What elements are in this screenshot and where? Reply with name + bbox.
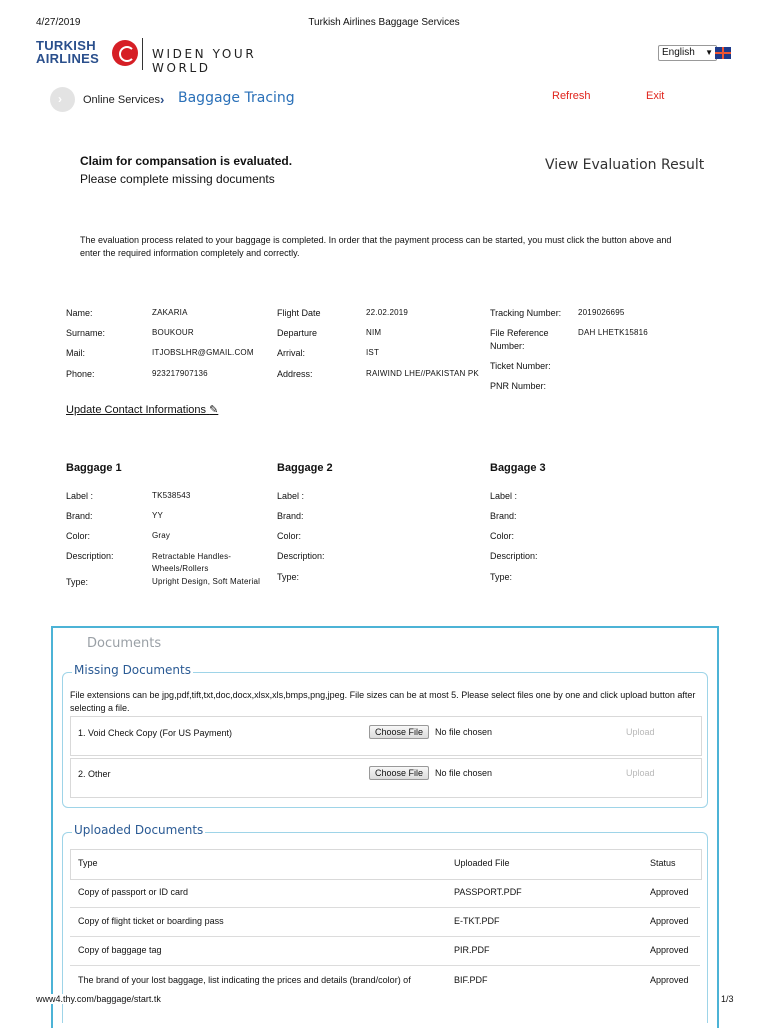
bird-logo-icon: [112, 40, 138, 66]
logo-divider: [142, 38, 143, 70]
address-value: RAIWIND LHE//PAKISTAN PK: [366, 369, 479, 378]
file-requirements-note: File extensions can be jpg,pdf,tift,txt,doc,docx,xlsx,xls,bmps,png,jpeg. File sizes can be at most 5. Please select files one by one and click upload button after selecting a file.: [70, 690, 696, 713]
print-url: www4.thy.com/baggage/start.tk: [36, 994, 165, 1004]
breadcrumb-current: Baggage Tracing: [178, 90, 295, 106]
baggage-1-color-key: Color:: [66, 531, 91, 541]
file-reference-label: File Reference Number:: [490, 328, 549, 351]
surname-label: Surname:: [66, 328, 106, 338]
ticket-number-label: Ticket Number:: [490, 361, 551, 371]
baggage-1-label-key: Label :: [66, 491, 94, 501]
baggage-1-brand-key: Brand:: [66, 511, 93, 521]
uploaded-doc-file[interactable]: BIF.PDF: [454, 975, 488, 985]
row-divider: [70, 936, 700, 937]
baggage-3-description-key: Description:: [490, 551, 538, 561]
baggage-3-type-key: Type:: [490, 572, 513, 582]
baggage-1-color-value: Gray: [152, 531, 171, 540]
pnr-number-label: PNR Number:: [490, 381, 547, 391]
exit-link[interactable]: Exit: [646, 90, 665, 102]
uploaded-table-header: [70, 849, 702, 880]
uploaded-doc-type: Copy of baggage tag: [78, 945, 162, 955]
baggage-3-brand-key: Brand:: [490, 511, 517, 521]
baggage-2-color-key: Color:: [277, 531, 302, 541]
baggage-3-label-key: Label :: [490, 491, 518, 501]
uploaded-documents-legend: Uploaded Documents: [74, 823, 204, 837]
choose-file-button[interactable]: Choose File: [369, 766, 429, 780]
arrival-value: IST: [366, 348, 380, 357]
row-divider: [70, 907, 700, 908]
evaluation-notice: The evaluation process related to your baggage is completed. In order that the payment process can be started, you must click the button above and enter the required information completely and correctly.: [80, 235, 672, 258]
uploaded-doc-type: Copy of flight ticket or boarding pass: [78, 916, 224, 926]
uploaded-doc-type: Copy of passport or ID card: [78, 887, 189, 897]
type-column-header: Type: [78, 858, 98, 868]
phone-label: Phone:: [66, 369, 95, 379]
claim-status-title: Claim for compansation is evaluated.: [80, 154, 293, 168]
surname-value: BOUKOUR: [152, 328, 194, 337]
upload-button[interactable]: Upload: [626, 768, 655, 778]
baggage-1-title: Baggage 1: [66, 462, 122, 474]
baggage-2-type-key: Type:: [277, 572, 300, 582]
baggage-1-description-value: Retractable Handles- Wheels/Rollers: [152, 552, 232, 573]
breadcrumb-online-services[interactable]: Online Services: [83, 94, 161, 106]
uploaded-doc-status: Approved: [650, 916, 689, 926]
uploaded-doc-type: The brand of your lost baggage, list indicating the prices and details (brand/color) of: [78, 975, 411, 985]
uploaded-doc-status: Approved: [650, 887, 689, 897]
baggage-3-color-key: Color:: [490, 531, 515, 541]
baggage-1-description-key: Description:: [66, 551, 114, 561]
refresh-link[interactable]: Refresh: [552, 90, 591, 102]
baggage-2-description-key: Description:: [277, 551, 325, 561]
upload-button[interactable]: Upload: [626, 727, 655, 737]
baggage-2-label-key: Label :: [277, 491, 305, 501]
back-button[interactable]: [50, 87, 75, 112]
baggage-1-brand-value: YY: [152, 511, 164, 520]
departure-label: Departure: [277, 328, 318, 338]
uploaded-doc-file[interactable]: E-TKT.PDF: [454, 916, 500, 926]
language-selected: English: [662, 47, 695, 58]
uploaded-doc-status: Approved: [650, 945, 689, 955]
uploaded-doc-status: Approved: [650, 975, 689, 985]
missing-doc-label: 2. Other: [78, 769, 111, 779]
mail-label: Mail:: [66, 348, 86, 358]
view-evaluation-result-button[interactable]: View Evaluation Result: [545, 157, 705, 173]
uk-flag-icon[interactable]: [715, 47, 731, 59]
phone-value: 923217907136: [152, 369, 208, 378]
flight-date-value: 22.02.2019: [366, 308, 409, 317]
status-column-header: Status: [650, 858, 676, 868]
baggage-1-type-value: Upright Design, Soft Material: [152, 577, 261, 586]
breadcrumb-chevron-icon: ›: [160, 92, 165, 107]
print-page-number: 1/3: [721, 994, 734, 1004]
file-reference-value: DAH LHETK15816: [578, 328, 648, 337]
baggage-3-title: Baggage 3: [490, 462, 546, 474]
missing-doc-label: 1. Void Check Copy (For US Payment): [78, 728, 233, 738]
slogan: WIDEN YOUR WORLD: [152, 47, 257, 75]
row-divider: [70, 965, 700, 966]
name-value: ZAKARIA: [152, 308, 188, 317]
flight-date-label: Flight Date: [277, 308, 321, 318]
baggage-2-title: Baggage 2: [277, 462, 333, 474]
pencil-icon: ✎: [209, 404, 219, 416]
missing-documents-legend: Missing Documents: [74, 663, 191, 677]
choose-file-button[interactable]: Choose File: [369, 725, 429, 739]
departure-value: NIM: [366, 328, 382, 337]
chevron-right-icon: ›: [58, 92, 62, 106]
file-status: No file chosen: [435, 768, 493, 778]
baggage-2-brand-key: Brand:: [277, 511, 304, 521]
update-contact-link[interactable]: Update Contact Informations ✎: [66, 404, 219, 416]
print-title: Turkish Airlines Baggage Services: [308, 17, 460, 28]
mail-value: ITJOBSLHR@GMAIL.COM: [152, 348, 254, 357]
file-status: No file chosen: [435, 727, 493, 737]
baggage-1-type-key: Type:: [66, 577, 89, 587]
turkish-airlines-logo[interactable]: [36, 38, 296, 75]
uploaded-file-column-header: Uploaded File: [454, 858, 510, 868]
uploaded-doc-file[interactable]: PIR.PDF: [454, 945, 490, 955]
print-date: 4/27/2019: [36, 17, 81, 28]
logo-wordmark: TURKISH AIRLINES: [36, 38, 100, 66]
tracking-number-label: Tracking Number:: [490, 308, 562, 318]
language-select[interactable]: [658, 45, 717, 61]
baggage-1-label-value: TK538543: [152, 491, 191, 500]
tracking-number-value: 2019026695: [578, 308, 625, 317]
dropdown-arrow-icon: ▼: [705, 48, 713, 57]
documents-heading: Documents: [87, 636, 162, 651]
uploaded-doc-file[interactable]: PASSPORT.PDF: [454, 887, 522, 897]
claim-status-subtitle: Please complete missing documents: [80, 172, 275, 186]
name-label: Name:: [66, 308, 93, 318]
address-label: Address:: [277, 369, 313, 379]
arrival-label: Arrival:: [277, 348, 306, 358]
